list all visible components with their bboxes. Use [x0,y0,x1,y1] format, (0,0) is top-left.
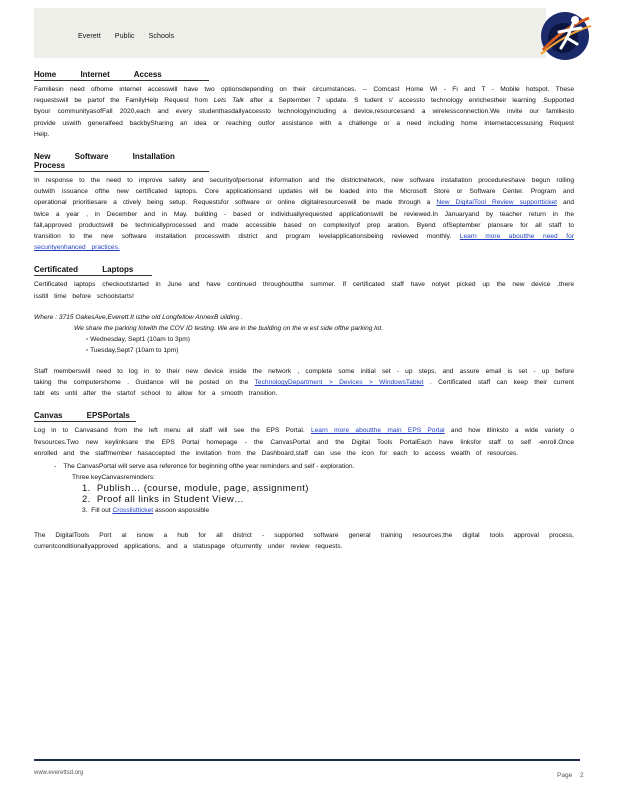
dash-icon: - [54,463,64,471]
crosslist-ticket-link[interactable]: Crosslistticket [112,507,154,515]
new-software-section [34,152,574,253]
canvas-section [34,411,574,552]
section-title: New Software Installation Process [34,152,209,172]
key-reminders-label: Three keyCanvasreminders: [72,474,155,482]
section-title: Certificated Laptops [34,265,152,276]
list-item: 1. Publish… (course, module, page, assignment) [82,483,309,495]
list-item: 2. Proof all links in Student View… [82,494,245,506]
home-internet-section [34,70,574,140]
paragraph: The DigitalTools Port al isnow a hub for all district - supported software general training resources;the digital tools approval process, currentconditionallyapproved applications, and a statuspage ofcurrently under review requests. [34,532,574,551]
footer-rule [34,759,580,761]
technology-department-link[interactable]: TechnologyDepartment > Devices > WindowsTablet [254,379,424,387]
date-item: ▫ Wednesday, Sept1 (10am to 3pm) [86,335,190,343]
where-line: Where : 3715 OakesAve,Everett.It isthe old Longfellow AnnexB uilding . [34,313,243,321]
district-logo [533,8,593,64]
page-number: Page 2 [557,772,584,779]
canvas-reminders [34,461,574,516]
security-practices-link[interactable]: Learn more aboutthe need for securityenhanced practices. [34,233,574,252]
certificated-laptops-section [34,265,574,399]
section-title: Home Internet Access [34,70,209,81]
where-block [34,312,574,356]
date-item: ▫ Tuesday,Sept7 (10am to 1pm) [86,346,179,354]
footer-website: www.everettsd.org [34,770,84,776]
paragraph: Staff memberswill need to log in to their new device inside the network , complete some initial set - up steps, and assure email is set - up before taking the computershome . Guidance will be posted on the TechnologyDepartment > Devices > WindowsTablet . Certificated staff can keep their current tabl ets until after the startof school to allow for a smooth transition. [34,367,575,398]
eps-portal-link[interactable]: Learn more aboutthe main EPS Portal [310,427,445,435]
paragraph: In response to the need to improve safety and securityofpersonal information and the districtnetwork, new software installation procedureshave begun rolling outwith issuance ofthe new certificated laptops. Core applicationsand updates will be loaded into the Microsoft Store or Software Center. Program and operational prioritiesare a ctively being setup. Requestsfor software or online digitalresourceswill be made through a New DigitalTool Review supportticket and twice a year , in December and in May. building - based or individuallyrequested applicationswill be reviewed.In Januaryand by teacher return in the fall,approved productswill be technicallyprocessed and made accessible based on complexityof prep aration. Byend ofSeptember plansare for all staff to transition to the new software installation processwith district and program levelapplicationsbeing reviewed monthly. Learn more aboutthe need for securityenhanced practices. [34,177,575,252]
list-item: - The CanvasPortal will serve asa reference for beginning ofthe year reminders and self - exploration. [54,463,355,471]
section-title: Canvas EPSPortals [34,411,136,422]
bullet-icon: ▫ [86,335,91,343]
document-body [34,70,574,564]
paragraph: Familiesin need ofhome internet accesswill have two optionsdepending on their circumstances. -- Comcast Home Wi - Fi and T - Mobile hotspot. These requestswill be partof the FamilyHelp Request from Lets Talk after a September 7 update. S tudent s' accessto technology enrichestheir learning .Supported byour communityasofFall 2020,each and every studenthasdailyaccessto technologyincluding a device,resourcesand a wirelessconnection.We invite our familiesto provide uswith generalfeed backbySharing an idea or reaching outfor assistance with a challenge or a need including home internetaccessusing Request Help. [34,86,574,138]
list-item: 3. Fill out Crosslistticket assoon aspossible [82,507,210,515]
digital-tool-review-link[interactable]: New DigitalTool Review supportticket [436,199,557,207]
bullet-icon: ▫ [86,346,91,354]
paragraph: Certificated laptops checkoutstarted in June and have continued throughoutthe summer. If certificated staff have notyet picked up the new device ,there isstill time before schoolstarts! [34,281,574,300]
org-name: Everett Public Schools [78,33,175,40]
where-line: We share the parking lotwith the COV ID testing. We are in the building on the w est side ofthe parking lot. [74,324,384,332]
paragraph: Log in to Canvasand from the left menu all staff will see the EPS Portal. Learn more aboutthe main EPS Portal and how itlinksto a wide variety o fresources.Two new keylinksare the EPS Portal homepage - the CanvasPortal and the Digital Tools PortalEach have linksfor staff to self -enroll.Once enrolled and the staffmember hasaccepted the invitation from the Dashboard,staff can use the icon for each to access wealth of resources. [34,427,574,457]
